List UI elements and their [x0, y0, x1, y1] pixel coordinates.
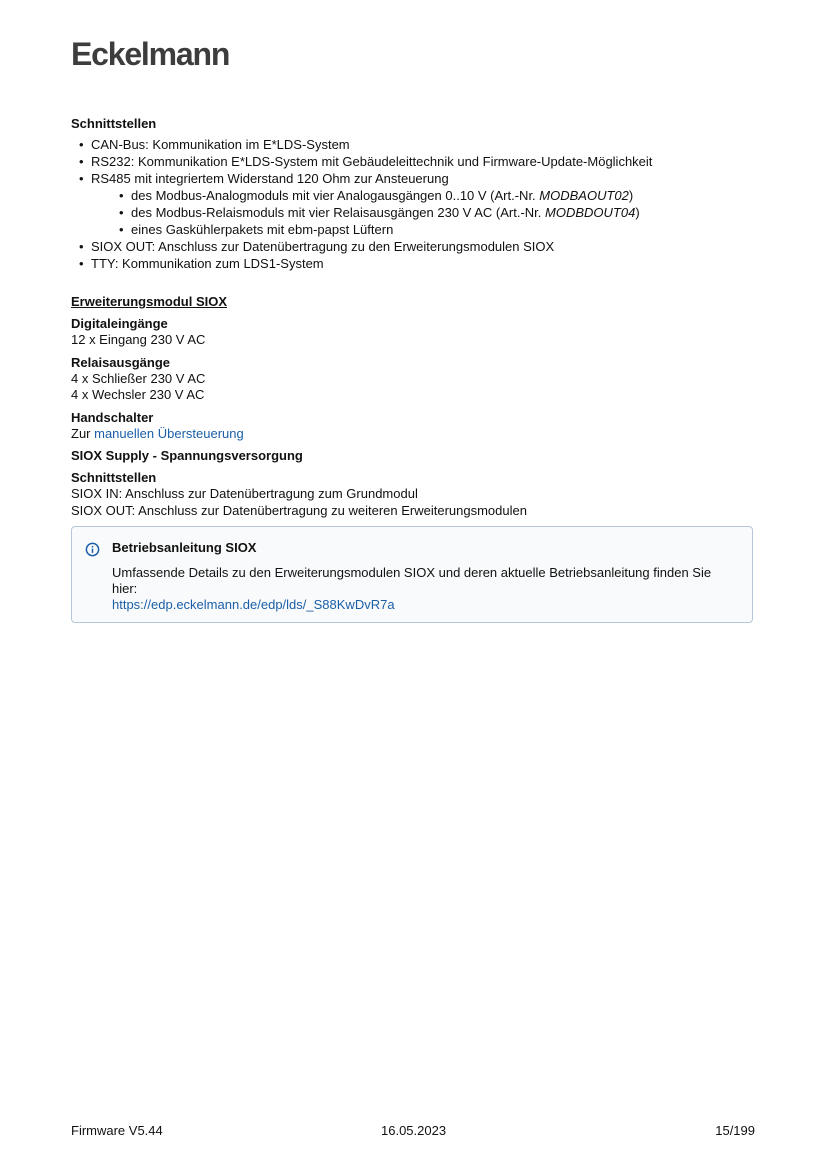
info-box-title: Betriebsanleitung SIOX — [112, 540, 257, 555]
siox-section-title: Erweiterungsmodul SIOX — [71, 294, 228, 309]
company-logo: Eckelmann — [71, 36, 230, 72]
info-box-text: Umfassende Details zu den Erweiterungsmodulen SIOX und deren aktuelle Betriebsanleitung finden Sie hier: — [112, 565, 712, 596]
sub-list-item — [131, 204, 757, 221]
sub-item-suffix: ) — [635, 205, 640, 220]
siox-out-text: SIOX OUT: Anschluss zur Datenübertragung zu weiteren Erweiterungsmodulen — [71, 502, 527, 518]
list-item-text: RS485 mit integriertem Widerstand 120 Ohm zur Ansteuerung — [91, 171, 449, 186]
interfaces-heading: Schnittstellen — [71, 116, 157, 131]
info-box — [71, 526, 753, 623]
rs485-sub-list — [91, 187, 757, 238]
footer-firmware: Firmware V5.44 — [71, 1123, 163, 1138]
digital-inputs-text: 12 x Eingang 230 V AC — [71, 332, 206, 347]
relay-outputs-text: 4 x Wechsler 230 V AC — [71, 387, 205, 402]
list-item: • TTY: Kommunikation zum LDS1-System — [91, 255, 757, 272]
list-item: • CAN-Bus: Kommunikation im E*LDS-System — [91, 136, 757, 153]
list-item — [91, 170, 757, 238]
manual-override-link[interactable]: manuellen Übersteuerung — [94, 425, 244, 441]
relay-outputs-text: 4 x Schließer 230 V AC — [71, 370, 206, 386]
hand-switch-heading: Handschalter — [71, 409, 154, 425]
sub-list-item — [131, 221, 757, 238]
footer-date: 16.05.2023 — [381, 1123, 447, 1138]
list-item: • SIOX OUT: Anschluss zur Datenübertragung zu den Erweiterungsmodulen SIOX — [91, 238, 757, 255]
sub-item-suffix: ) — [628, 188, 634, 203]
sub-item-text: des Modbus-Analogmoduls mit vier Analogausgängen 0..10 V (Art.-Nr. — [131, 188, 540, 203]
sub-list-item — [131, 187, 757, 204]
article-number: MODBAOUT02 — [539, 188, 629, 203]
interfaces-list — [71, 136, 757, 272]
article-number: MODBDOUT04 — [545, 205, 636, 220]
sub-item-text: des Modbus-Relaismoduls mit vier Relaisausgängen 230 V AC (Art.-Nr. — [131, 205, 546, 220]
list-item: • RS232: Kommunikation E*LDS-System mit Gebäudeleittechnik und Firmware-Update-Möglichkeit — [91, 153, 757, 170]
digital-inputs-heading: Digitaleingänge — [71, 316, 168, 331]
siox-supply-heading: SIOX Supply - Spannungsversorgung — [71, 448, 303, 463]
sub-item-text: eines Gaskühlerpakets mit ebm-papst Lüftern — [131, 222, 394, 237]
manual-link[interactable]: https://edp.eckelmann.de/edp/lds/_S88KwDvR7a — [112, 597, 395, 612]
siox-in-text: SIOX IN: Anschluss zur Datenübertragung zum Grundmodul — [71, 486, 418, 501]
siox-interfaces-heading: Schnittstellen — [71, 470, 157, 485]
main-content — [71, 116, 757, 519]
relay-outputs-heading: Relaisausgänge — [71, 354, 170, 370]
hand-switch-text — [71, 426, 757, 443]
hand-switch-prefix: Zur — [71, 425, 95, 441]
footer-page-number: 15/199 — [715, 1123, 755, 1138]
info-box-body — [112, 565, 737, 613]
info-icon — [85, 542, 100, 557]
